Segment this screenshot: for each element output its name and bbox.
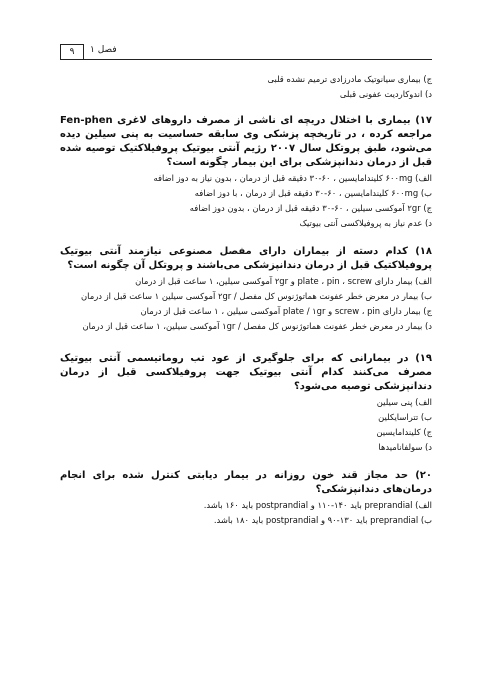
page-content — [60, 72, 432, 528]
option-b: ب) preprandial باید ۱۳۰-۹۰ و postprandial باید ۱۸۰ باشد. — [213, 515, 432, 525]
option-d: د) بیمار در معرض خطر عفونت هماتوژنوس کل مفصل / ۱gr آموکسی سیلین، ۱ ساعت قبل از درمان — [82, 321, 432, 331]
chapter-label: فصل ۱ — [90, 45, 117, 55]
option-c: ج) کلیندامایسین — [376, 427, 432, 437]
option-c: ج) ۲gr آموکسی سیلین ، ۶۰-۳۰ دقیقه قبل از درمان ، بدون دوز اضافه — [189, 203, 432, 213]
option-d: د) سولفانامیدها — [378, 442, 432, 452]
option-c: ج) بیماری سیانوتیک مادرزادی ترمیم نشده قلبی — [267, 74, 432, 84]
option-b: ب) تتراسایکلین — [378, 412, 432, 422]
option-d: د) عدم نیاز به پروفیلاکسی آنتی بیوتیک — [299, 218, 432, 228]
page-number: ۹ — [60, 44, 84, 60]
header-divider — [60, 59, 432, 60]
option-b: ب) بیمار در معرض خطر عفونت هماتوژنوس کل مفصل / ۲gr آموکسی سیلین ۱ ساعت قبل از درمان — [81, 291, 432, 301]
question-19: ۱۹) در بیمارانی که برای جلوگیری از عود تب روماتیسمی آنتی بیوتیک مصرف می‌کنند کدام آنتی بیوتیک جهت پروفیلاکسی قبل از درمان دندانپزشکی توصیه می‌شود؟ — [60, 353, 432, 392]
question-18: ۱۸) کدام دسته از بیماران دارای مفصل مصنوعی نیازمند آنتی بیوتیک پروفیلاکتیک قبل از درمان دندانپزشکی می‌باشند و پروتکل آن چگونه است؟ — [60, 246, 432, 271]
option-b: ب) ۶۰۰mg کلیندامایسین ، ۶۰-۳۰ دقیقه قبل از درمان ، با دوز اضافه — [194, 188, 432, 198]
option-a: الف) پنی سیلین — [376, 397, 432, 407]
question-17: ۱۷) بیماری با اختلال دریچه ای ناشی از مصرف داروهای لاغری Fen-phen مراجعه کرده ، در تاریخچه پزشکی وی سابقه حساسیت به پنی سیلین دیده می‌شود، طبق پروتکل سال ۲۰۰۷ رژیم آنتی بیوتیک پروفیلاکتیک توصیه شده قبل از درمان دندانپزشکی برای این بیمار چگونه است؟ — [60, 115, 432, 168]
option-a: الف) بیمار دارای plate ، pin ، screw و ۲gr آموکسی سیلین، ۱ ساعت قبل از درمان — [135, 276, 432, 286]
option-c: ج) بیمار دارای screw ، pin و plate / ۱gr آموکسی سیلین ، ۱ ساعت قبل از درمان — [140, 306, 432, 316]
page-header — [60, 44, 432, 60]
option-d: د) اندوکاردیت عفونی قبلی — [339, 89, 432, 99]
option-a: الف) ۶۰۰mg کلیندامایسین ، ۶۰-۳۰ دقیقه قبل از درمان ، بدون نیاز به دوز اضافه — [153, 173, 432, 183]
option-a: الف) preprandial باید ۱۴۰-۱۱۰ و postprandial باید ۱۶۰ باشد. — [203, 500, 432, 510]
question-20: ۲۰) حد مجاز قند خون روزانه در بیمار دیابتی کنترل شده برای انجام درمان‌های دندانپزشکی؟ — [60, 470, 432, 495]
